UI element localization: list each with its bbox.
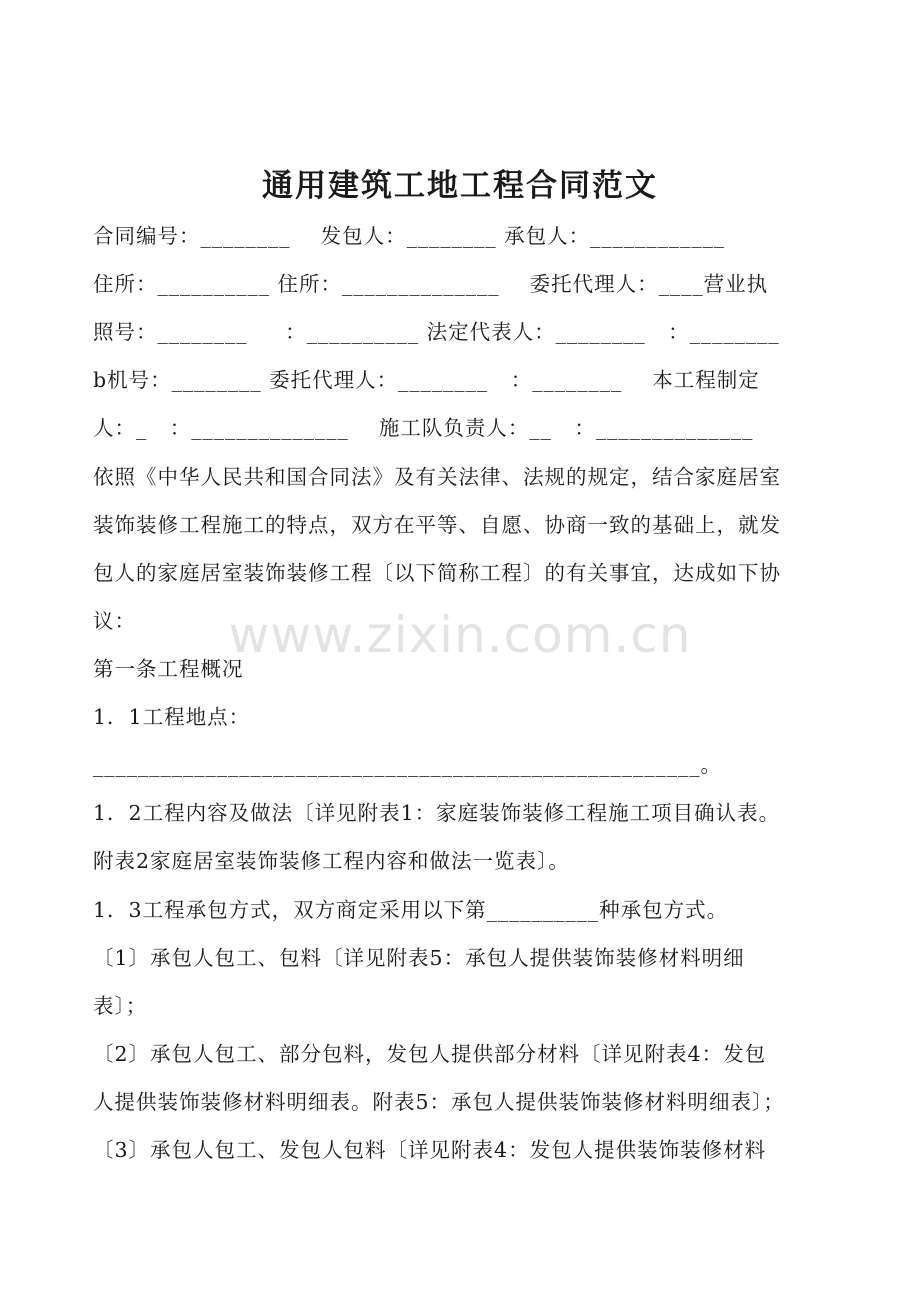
watermark: www.zixin.com.cn bbox=[228, 606, 692, 664]
section-heading: 第一条工程概况 bbox=[93, 657, 244, 681]
text-line: 照号：________ ：__________ 法定代表人：________ ：________ bbox=[93, 320, 780, 344]
text-line: 1．1工程地点： bbox=[93, 705, 251, 729]
text-line: 〔3〕承包人包工、发包人包料〔详见附表4：发包人提供装饰装修材料 bbox=[93, 1138, 767, 1162]
text-line: 〔2〕承包人包工、部分包料，发包人提供部分材料〔详见附表4：发包 bbox=[93, 1042, 767, 1066]
text-line: 1．3工程承包方式，双方商定采用以下第__________种承包方式。 bbox=[93, 898, 729, 922]
text-line: 〔1〕承包人包工、包料〔详见附表5：承包人提供装饰装修材料明细 bbox=[93, 946, 745, 970]
text-line: 人：_ ：______________ 施工队负责人：__ ：______________ bbox=[93, 416, 754, 440]
text-line: 合同编号：________ 发包人：________ 承包人：____________ bbox=[93, 224, 726, 248]
text-line: 附表2家庭居室装饰装修工程内容和做法一览表〕。 bbox=[93, 849, 570, 873]
document-title: 通用建筑工地工程合同范文 bbox=[262, 168, 658, 204]
text-line: 依照《中华人民共和国合同法》及有关法律、法规的规定，结合家庭居室 bbox=[93, 465, 781, 489]
text-line: 人提供装饰装修材料明细表。附表5：承包人提供装饰装修材料明细表〕； bbox=[93, 1090, 785, 1114]
text-line: 议： bbox=[93, 609, 136, 633]
text-line: 装饰装修工程施工的特点，双方在平等、自愿、协商一致的基础上，就发 bbox=[93, 513, 781, 537]
text-line: ______________________________________________________。 bbox=[93, 753, 722, 777]
text-line: 1．2工程内容及做法〔详见附表1：家庭装饰装修工程施工项目确认表。 bbox=[93, 801, 781, 825]
text-line: 表〕； bbox=[93, 994, 148, 1018]
text-line: 住所：__________ 住所：______________ 委托代理人：____营业执 bbox=[93, 272, 769, 296]
text-line: b机号：________ 委托代理人：________ ：________ 本工程制定 bbox=[93, 368, 760, 392]
text-line: 包人的家庭居室装饰装修工程〔以下简称工程〕的有关事宜，达成如下协 bbox=[93, 561, 781, 585]
